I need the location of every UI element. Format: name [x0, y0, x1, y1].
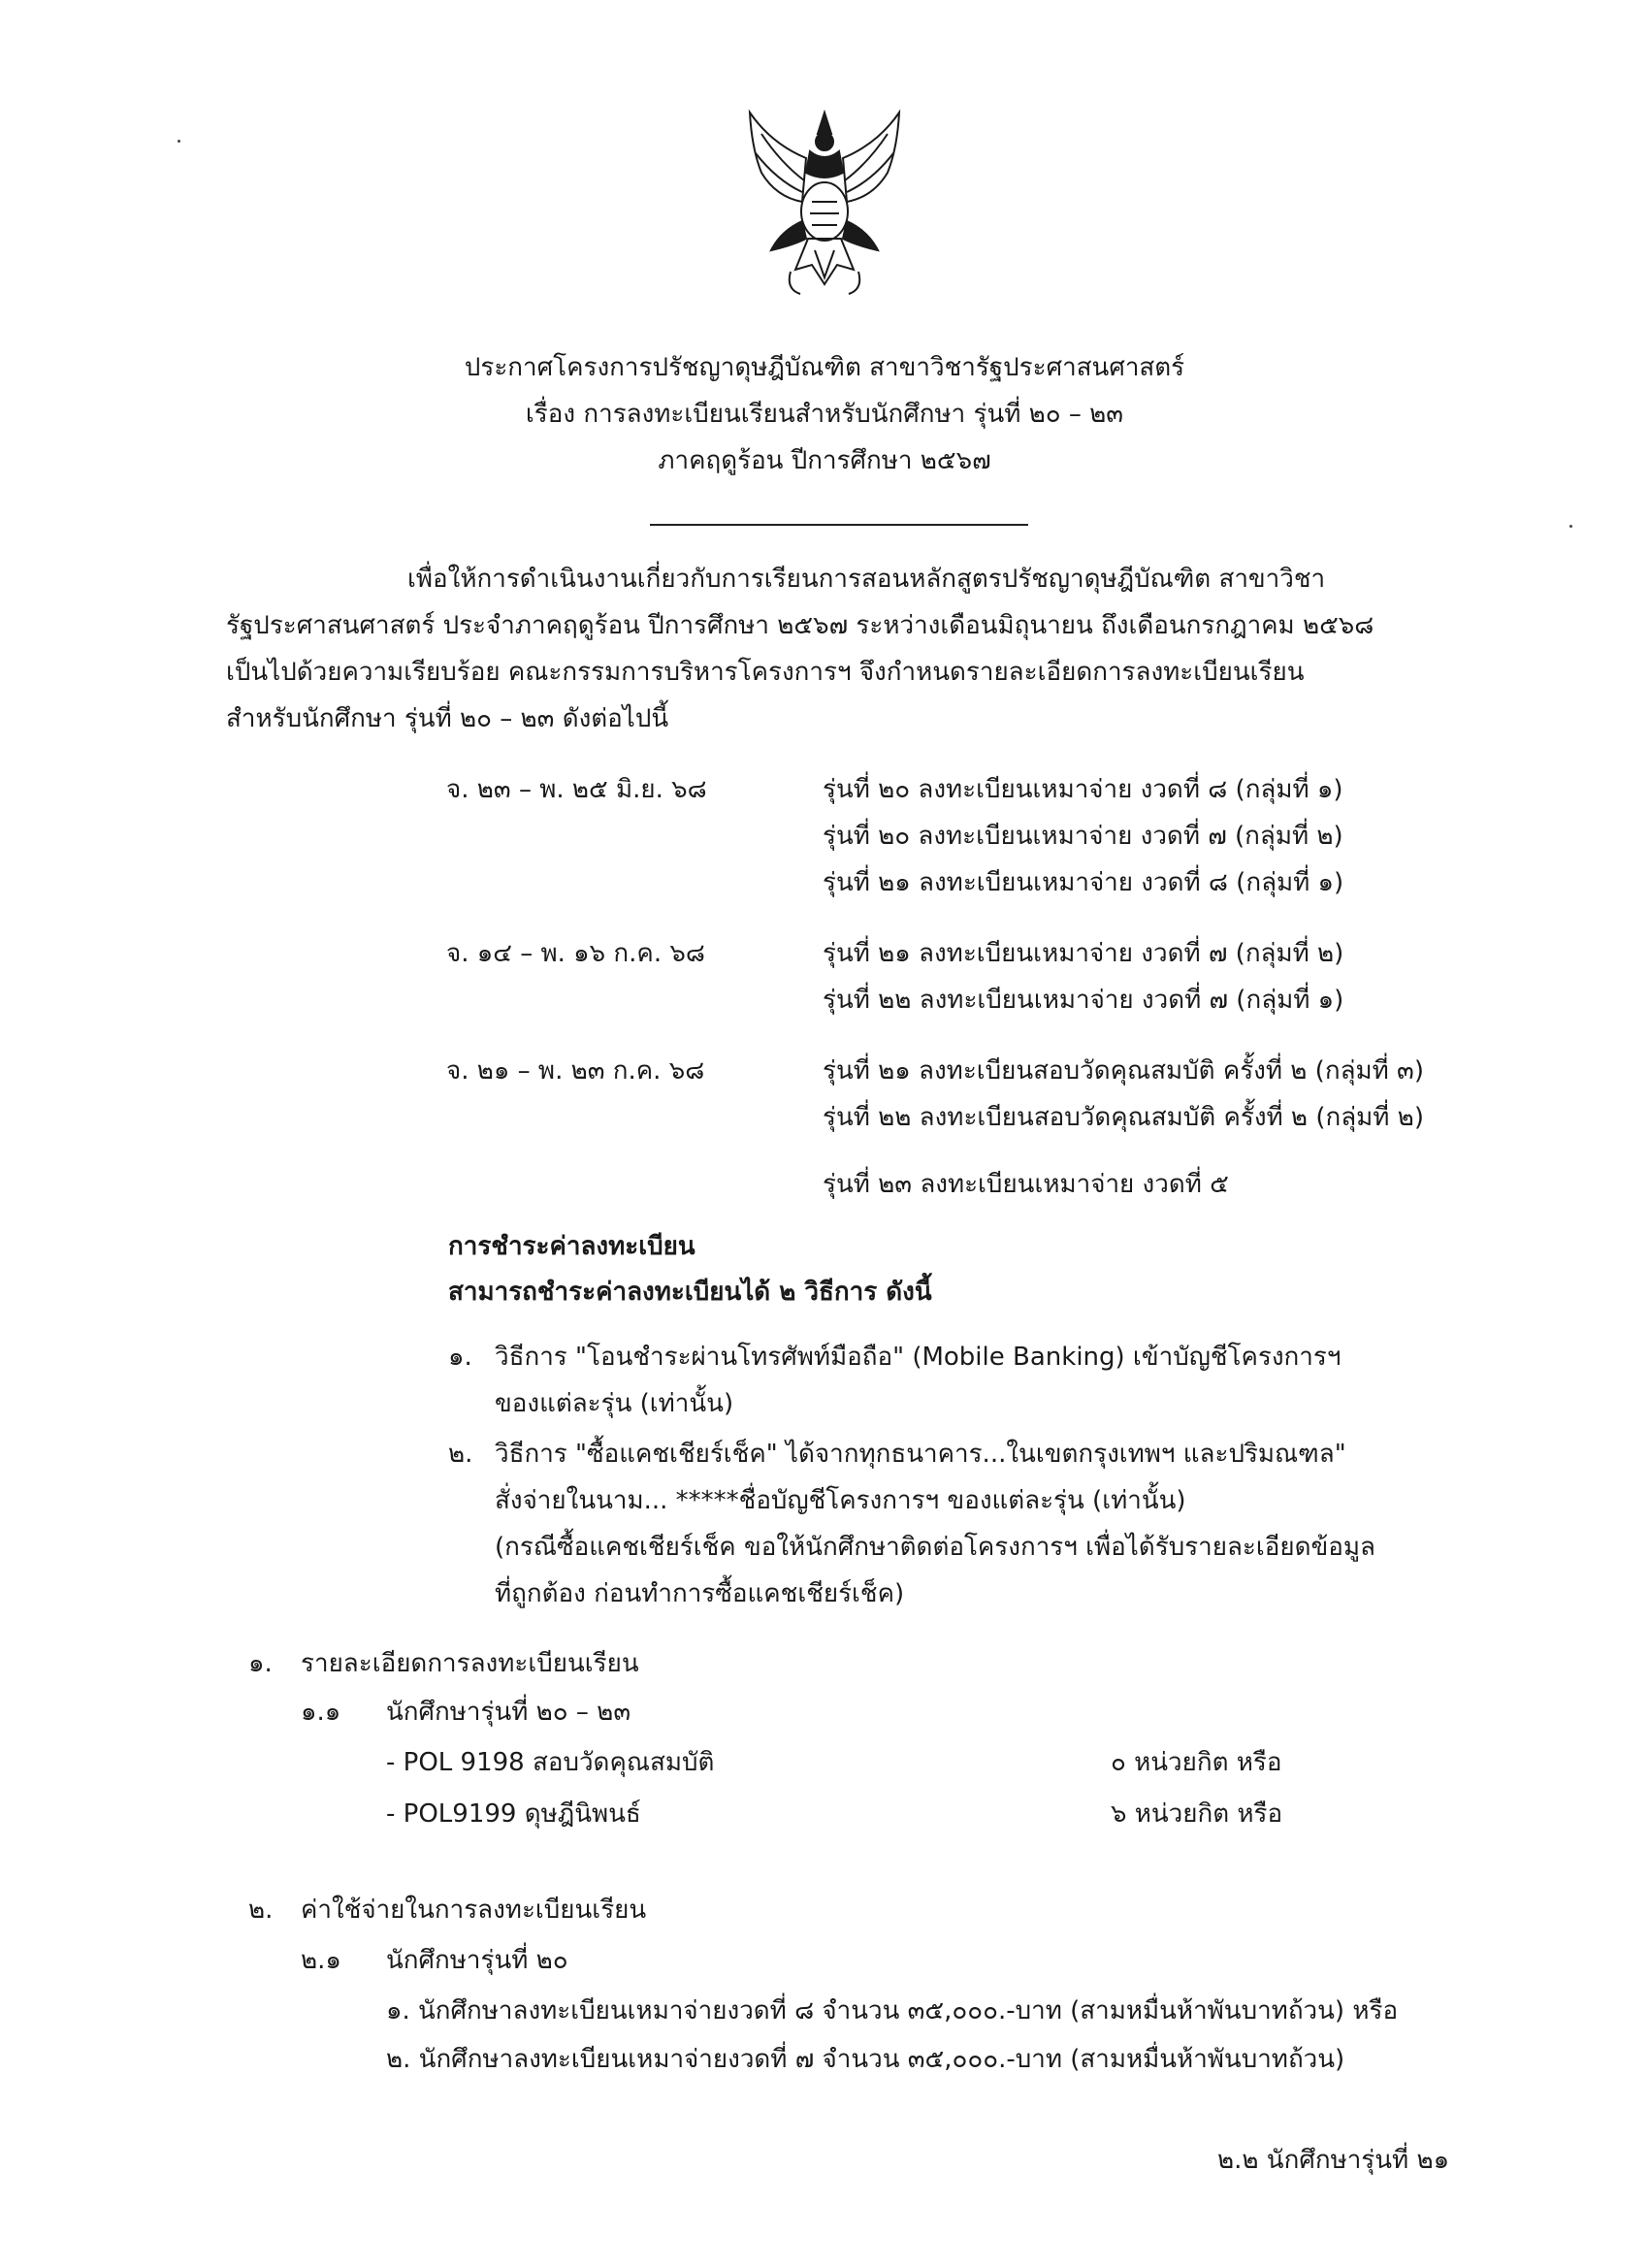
payment-heading: การชำระค่าลงทะเบียน: [448, 1232, 695, 1261]
garuda-emblem-icon: [742, 105, 907, 299]
announcement-title-line2: เรื่อง การลงทะเบียนเรียนสำหรับนักศึกษา รุ่นที่ ๒๐ – ๒๓: [525, 400, 1124, 429]
course-credits: ๖ หน่วยกิต หรือ: [1111, 1799, 1283, 1829]
announcement-title-line1: ประกาศโครงการปรัชญาดุษฎีบัณฑิต สาขาวิชารัฐประศาสนศาสตร์: [464, 353, 1185, 382]
schedule-item: รุ่นที่ ๒๒ ลงทะเบียนเหมาจ่าย งวดที่ ๗ (กลุ่มที่ ๑): [823, 986, 1344, 1015]
schedule-item: รุ่นที่ ๒๓ ลงทะเบียนเหมาจ่าย งวดที่ ๕: [823, 1170, 1229, 1199]
announcement-title-line3: ภาคฤดูร้อน ปีการศึกษา ๒๕๖๗: [658, 446, 991, 475]
course-credits: ๐ หน่วยกิต หรือ: [1111, 1748, 1282, 1777]
schedule-date: จ. ๒๓ – พ. ๒๕ มิ.ย. ๖๘: [446, 775, 707, 804]
payment-method-2-line1: วิธีการ "ซื้อแคชเชียร์เช็ค" ได้จากทุกธนาคาร...ในเขตกรุงเทพฯ และปริมณฑล": [495, 1440, 1346, 1469]
section-1-title: รายละเอียดการลงทะเบียนเรียน: [301, 1649, 639, 1678]
section-2-title: ค่าใช้จ่ายในการลงทะเบียนเรียน: [301, 1895, 647, 1925]
payment-subheading: สามารถชำระค่าลงทะเบียนได้ ๒ วิธีการ ดังนี้: [448, 1278, 932, 1307]
payment-method-number: ๑.: [448, 1343, 472, 1372]
schedule-date: จ. ๒๑ – พ. ๒๓ ก.ค. ๖๘: [446, 1056, 705, 1085]
payment-method-2-line4: ที่ถูกต้อง ก่อนทำการซื้อแคชเชียร์เช็ค): [495, 1579, 905, 1608]
schedule-date: จ. ๑๔ – พ. ๑๖ ก.ค. ๖๘: [446, 939, 705, 968]
fee-item: ๒. นักศึกษาลงทะเบียนเหมาจ่ายงวดที่ ๗ จำนวน ๓๕,๐๐๐.-บาท (สามหมื่นห้าพันบาทถ้วน): [386, 2045, 1345, 2074]
subsection-2-1-title: นักศึกษารุ่นที่ ๒๐: [386, 1946, 568, 1975]
course-name: - POL 9198 สอบวัดคุณสมบัติ: [386, 1748, 715, 1777]
section-number: ๑.: [248, 1649, 273, 1678]
subsection-1-1-title: นักศึกษารุ่นที่ ๒๐ – ๒๓: [386, 1698, 631, 1727]
course-name: - POL9199 ดุษฎีนิพนธ์: [386, 1799, 641, 1829]
schedule-item: รุ่นที่ ๒๐ ลงทะเบียนเหมาจ่าย งวดที่ ๗ (กลุ่มที่ ๒): [823, 822, 1343, 851]
schedule-item: รุ่นที่ ๒๑ ลงทะเบียนเหมาจ่าย งวดที่ ๘ (กลุ่มที่ ๑): [823, 868, 1344, 897]
payment-method-number: ๒.: [448, 1440, 473, 1469]
intro-line4: สำหรับนักศึกษา รุ่นที่ ๒๐ – ๒๓ ดังต่อไปนี้: [226, 704, 669, 733]
payment-method-1-line2: ของแต่ละรุ่น (เท่านั้น): [495, 1389, 734, 1418]
intro-line3: เป็นไปด้วยความเรียบร้อย คณะกรรมการบริหารโครงการฯ จึงกำหนดรายละเอียดการลงทะเบียนเรียน: [226, 658, 1305, 687]
schedule-item: รุ่นที่ ๒๑ ลงทะเบียนสอบวัดคุณสมบัติ ครั้งที่ ๒ (กลุ่มที่ ๓): [823, 1056, 1424, 1085]
payment-method-2-line2: สั่งจ่ายในนาม... *****ชื่อบัญชีโครงการฯ ของแต่ละรุ่น (เท่านั้น): [495, 1486, 1186, 1515]
section-number: ๒.: [248, 1895, 274, 1925]
intro-line2: รัฐประศาสนศาสตร์ ประจำภาคฤดูร้อน ปีการศึกษา ๒๕๖๗ ระหว่างเดือนมิถุนายน ถึงเดือนกรกฎาคม ๒๕๖๘: [226, 611, 1374, 640]
page-continuation-note: ๒.๒ นักศึกษารุ่นที่ ๒๑: [1217, 2146, 1450, 2175]
intro-line1: เพื่อให้การดำเนินงานเกี่ยวกับการเรียนการสอนหลักสูตรปรัชญาดุษฎีบัณฑิต สาขาวิชา: [407, 565, 1326, 594]
scan-speck: [178, 140, 180, 143]
payment-method-1-line1: วิธีการ "โอนชำระผ่านโทรศัพท์มือถือ" (Mobile Banking) เข้าบัญชีโครงการฯ: [495, 1343, 1342, 1372]
subsection-number: ๒.๑: [301, 1946, 341, 1975]
schedule-item: รุ่นที่ ๒๑ ลงทะเบียนเหมาจ่าย งวดที่ ๗ (กลุ่มที่ ๒): [823, 939, 1344, 968]
payment-method-2-line3: (กรณีซื้อแคชเชียร์เช็ค ขอให้นักศึกษาติดต่อโครงการฯ เพื่อได้รับรายละเอียดข้อมูล: [495, 1533, 1375, 1562]
title-underline: [650, 524, 1028, 526]
scan-speck: [1569, 525, 1572, 528]
schedule-item: รุ่นที่ ๒๐ ลงทะเบียนเหมาจ่าย งวดที่ ๘ (กลุ่มที่ ๑): [823, 775, 1343, 804]
subsection-number: ๑.๑: [301, 1698, 341, 1727]
fee-item: ๑. นักศึกษาลงทะเบียนเหมาจ่ายงวดที่ ๘ จำนวน ๓๕,๐๐๐.-บาท (สามหมื่นห้าพันบาทถ้วน) หรือ: [386, 1996, 1399, 2025]
schedule-item: รุ่นที่ ๒๒ ลงทะเบียนสอบวัดคุณสมบัติ ครั้งที่ ๒ (กลุ่มที่ ๒): [823, 1103, 1424, 1132]
